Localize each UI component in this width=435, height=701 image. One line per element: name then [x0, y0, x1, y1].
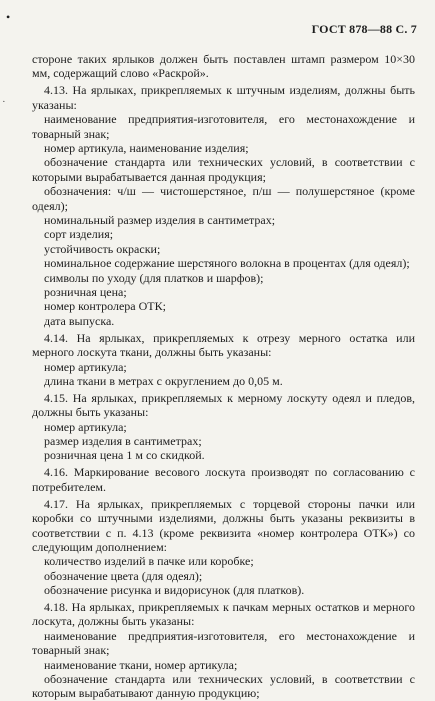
list-item: наименование ткани, номер артикула; [44, 657, 238, 672]
list-item: обозначение стандарта или технических условий, в соответствии с которым вырабатывают данную продукцию; [32, 672, 415, 701]
section-paragraph: 4.14. На ярлыках, прикрепляемых к отрезу мерного остатка или мерного лоскута ткани, должны быть указаны: [32, 330, 415, 360]
section-paragraph: 4.15. На ярлыках, прикрепляемых к мерному лоскуту одеял и пледов, должны быть указаны: [32, 390, 415, 420]
section-paragraph: 4.16. Маркирование весового лоскута производят по согласованию с потребителем. [32, 465, 415, 494]
list-item: номер контролера ОТК; [44, 299, 166, 314]
section-paragraph: 4.18. На ярлыках, прикрепляемых к пачкам мерных остатков и мерного лоскута, должны быть указаны: [32, 600, 415, 629]
list-item: устойчивость окраски; [44, 241, 161, 256]
scan-mark: • [6, 10, 11, 24]
list-item: наименование предприятия-изготовителя, его местонахождение и товарный знак; [32, 628, 415, 658]
list-item: розничная цена; [44, 285, 127, 299]
scan-mark: · [2, 96, 6, 108]
list-item: размер изделия в сантиметрах; [44, 434, 202, 449]
list-item: номинальный размер изделия в сантиметрах; [44, 212, 276, 227]
list-item: обозначение стандарта или технических условий, в соответствии с которыми вырабатывается данная продукция; [32, 155, 415, 184]
list-item: длина ткани в метрах с округлением до 0,05 м. [44, 373, 283, 388]
list-item: номер артикула; [44, 359, 127, 374]
list-item: розничная цена 1 м со скидкой. [44, 448, 205, 463]
list-item: наименование предприятия-изготовителя, его местонахождение и товарный знак; [32, 112, 415, 141]
section-paragraph: 4.17. На ярлыках, прикрепляемых с торцевой стороны пачки или коробки со штучными изделиями, должны быть указаны реквизиты в соответствии с п. 4.13 (кроме реквизита «номер контролера ОТК») со следующим дополнением: [32, 496, 415, 554]
section-paragraph: 4.13. На ярлыках, прикрепляемых к штучным изделиям, должны быть указаны: [32, 83, 415, 112]
list-item: символы по уходу (для платков и шарфов); [44, 270, 264, 285]
document-body [32, 52, 415, 701]
list-item: обозначение цвета (для одеял); [44, 568, 203, 583]
paragraph: стороне таких ярлыков должен быть поставлен штамп размером 10×30 мм, содержащий слово «Раскрой». [32, 52, 415, 81]
list-item: дата выпуска. [44, 313, 115, 328]
list-item: обозначение рисунка и видорисунок (для платков). [44, 583, 305, 598]
list-item: сорт изделия; [44, 227, 114, 242]
list-item: номинальное содержание шерстяного волокна в процентах (для одеял); [44, 256, 410, 271]
list-item: номер артикула; [44, 419, 127, 434]
page-header: ГОСТ 878—88 С. 7 [311, 22, 417, 36]
list-item: номер артикула, наименование изделия; [44, 140, 249, 155]
list-item: количество изделий в пачке или коробке; [44, 554, 254, 569]
list-item: обозначения: ч/ш — чистошерстяное, п/ш — полушерстяное (кроме одеял); [32, 184, 415, 213]
